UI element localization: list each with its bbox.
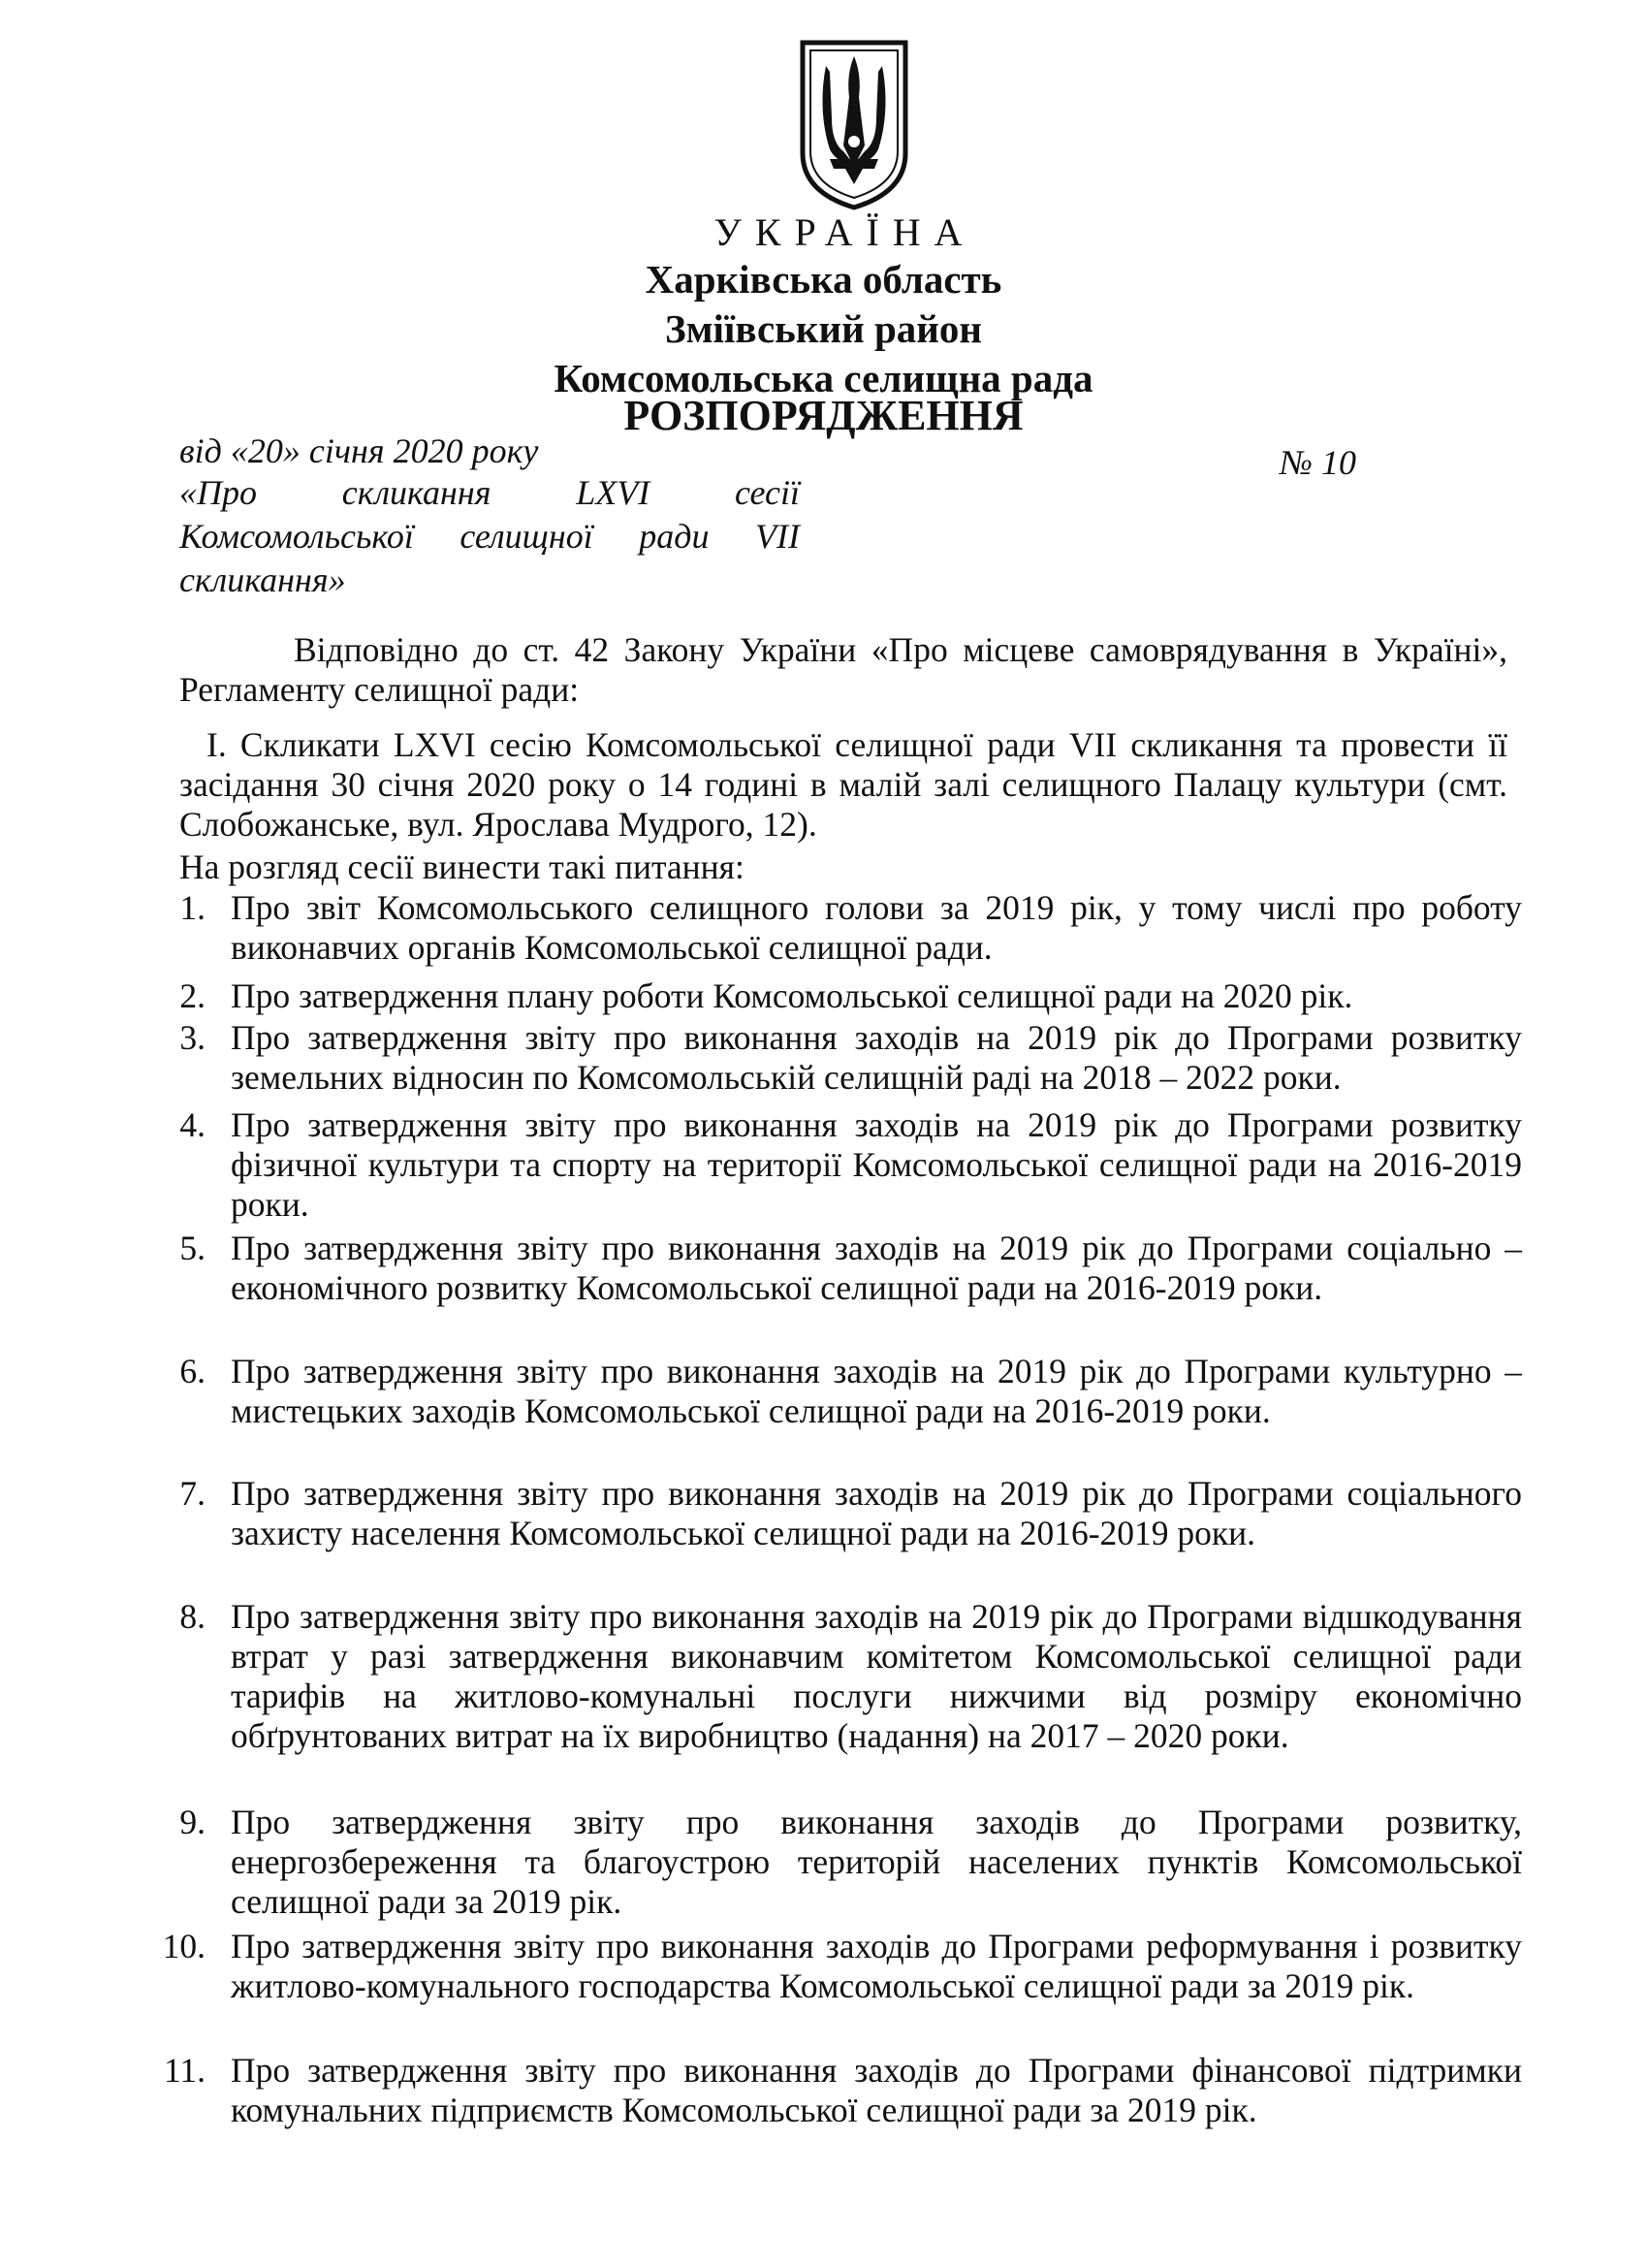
trident-coat-of-arms-icon [797,37,911,211]
document-type-title: РОЗПОРЯДЖЕННЯ [623,392,1024,439]
council-title: Комсомольська селищна рада [554,356,1093,400]
agenda-item-number: 7. [179,1474,206,1513]
agenda-item-text: Про затвердження звіту про виконання заходів на 2019 рік до Програми соціального захисту населення Комсомольської селищної ради на 2016-2019 роки. [231,1474,1522,1552]
document-subject: «Про скликання LXVI сесії Комсомольської селищної ради VII скликання» [179,473,800,599]
agenda-item-number: 9. [179,1803,206,1841]
agenda-item-text: Про затвердження плану роботи Комсомольської селищної ради на 2020 рік. [231,976,1353,1015]
agenda-item-number: 3. [179,1018,206,1057]
agenda-item-text: Про звіт Комсомольського селищного голови за 2019 рік, у тому числі про роботу виконавчих органів Комсомольської селищної ради. [231,888,1522,967]
agenda-item-number: 6. [179,1352,206,1390]
agenda-item-number: 10. [162,1927,206,1965]
point-one-paragraph: І. Скликати LXVI сесію Комсомольської селищної ради VII скликання та провести її засідання 30 січня 2020 року о 14 годині в малій залі селищного Палацу культури (смт. Слобожанське, вул. Ярослава Мудрого, 12). [179,725,1507,844]
agenda-item-text: Про затвердження звіту про виконання заходів до Програми фінансової підтримки комунальних підприємств Комсомольської селищної ради за 2019 рік. [231,2051,1522,2129]
agenda-item-text: Про затвердження звіту про виконання заходів на 2019 рік до Програми відшкодування втрат у разі затвердження виконавчим комітетом Комсомольської селищної ради тарифів на житлово-комунальні послуги нижчими від розміру економічно обґрунтованих витрат на їх виробництво (надання) на 2017 – 2020 роки. [231,1597,1522,1755]
agenda-item-number: 1. [179,888,206,927]
agenda-item-number: 4. [179,1105,206,1144]
agenda-item-text: Про затвердження звіту про виконання заходів на 2019 рік до Програми розвитку земельних відносин по Комсомольській селищній раді на 2018 – 2022 роки. [231,1018,1522,1097]
document-date: від «20» січня 2020 року [179,431,539,470]
document-number: № 10 [1280,443,1356,482]
agenda-item-text: Про затвердження звіту про виконання заходів на 2019 рік до Програми культурно – мистецьких заходів Комсомольської селищної ради на 2016-2019 роки. [231,1352,1522,1430]
country-title: УКРАЇНА [713,210,976,254]
agenda-item-number: 5. [179,1229,206,1267]
district-title: Зміївський район [664,306,983,351]
agenda-item-number: 8. [179,1597,206,1636]
legal-basis-paragraph: Відповідно до ст. 42 Закону України «Про місцеве самоврядування в Україні», Регламенту селищної ради: [179,630,1507,709]
agenda-item-number: 2. [179,976,206,1015]
agenda-item-number: 11. [163,2051,206,2090]
region-title: Харківська область [645,257,1002,302]
agenda-item-text: Про затвердження звіту про виконання заходів на 2019 рік до Програми соціально – економічного розвитку Комсомольської селищної ради на 2016-2019 роки. [231,1229,1522,1307]
agenda-item-text: Про затвердження звіту про виконання заходів на 2019 рік до Програми розвитку фізичної культури та спорту на території Комсомольської селищної ради на 2016-2019 роки. [231,1105,1522,1224]
agenda-intro: На розгляд сесії винести такі питання: [179,847,744,886]
agenda-item-text: Про затвердження звіту про виконання заходів до Програми реформування і розвитку житлово-комунального господарства Комсомольської селищної ради за 2019 рік. [231,1927,1522,2005]
agenda-item-text: Про затвердження звіту про виконання заходів до Програми розвитку, енергозбереження та благоустрою територій населених пунктів Комсомольської селищної ради за 2019 рік. [231,1803,1522,1921]
